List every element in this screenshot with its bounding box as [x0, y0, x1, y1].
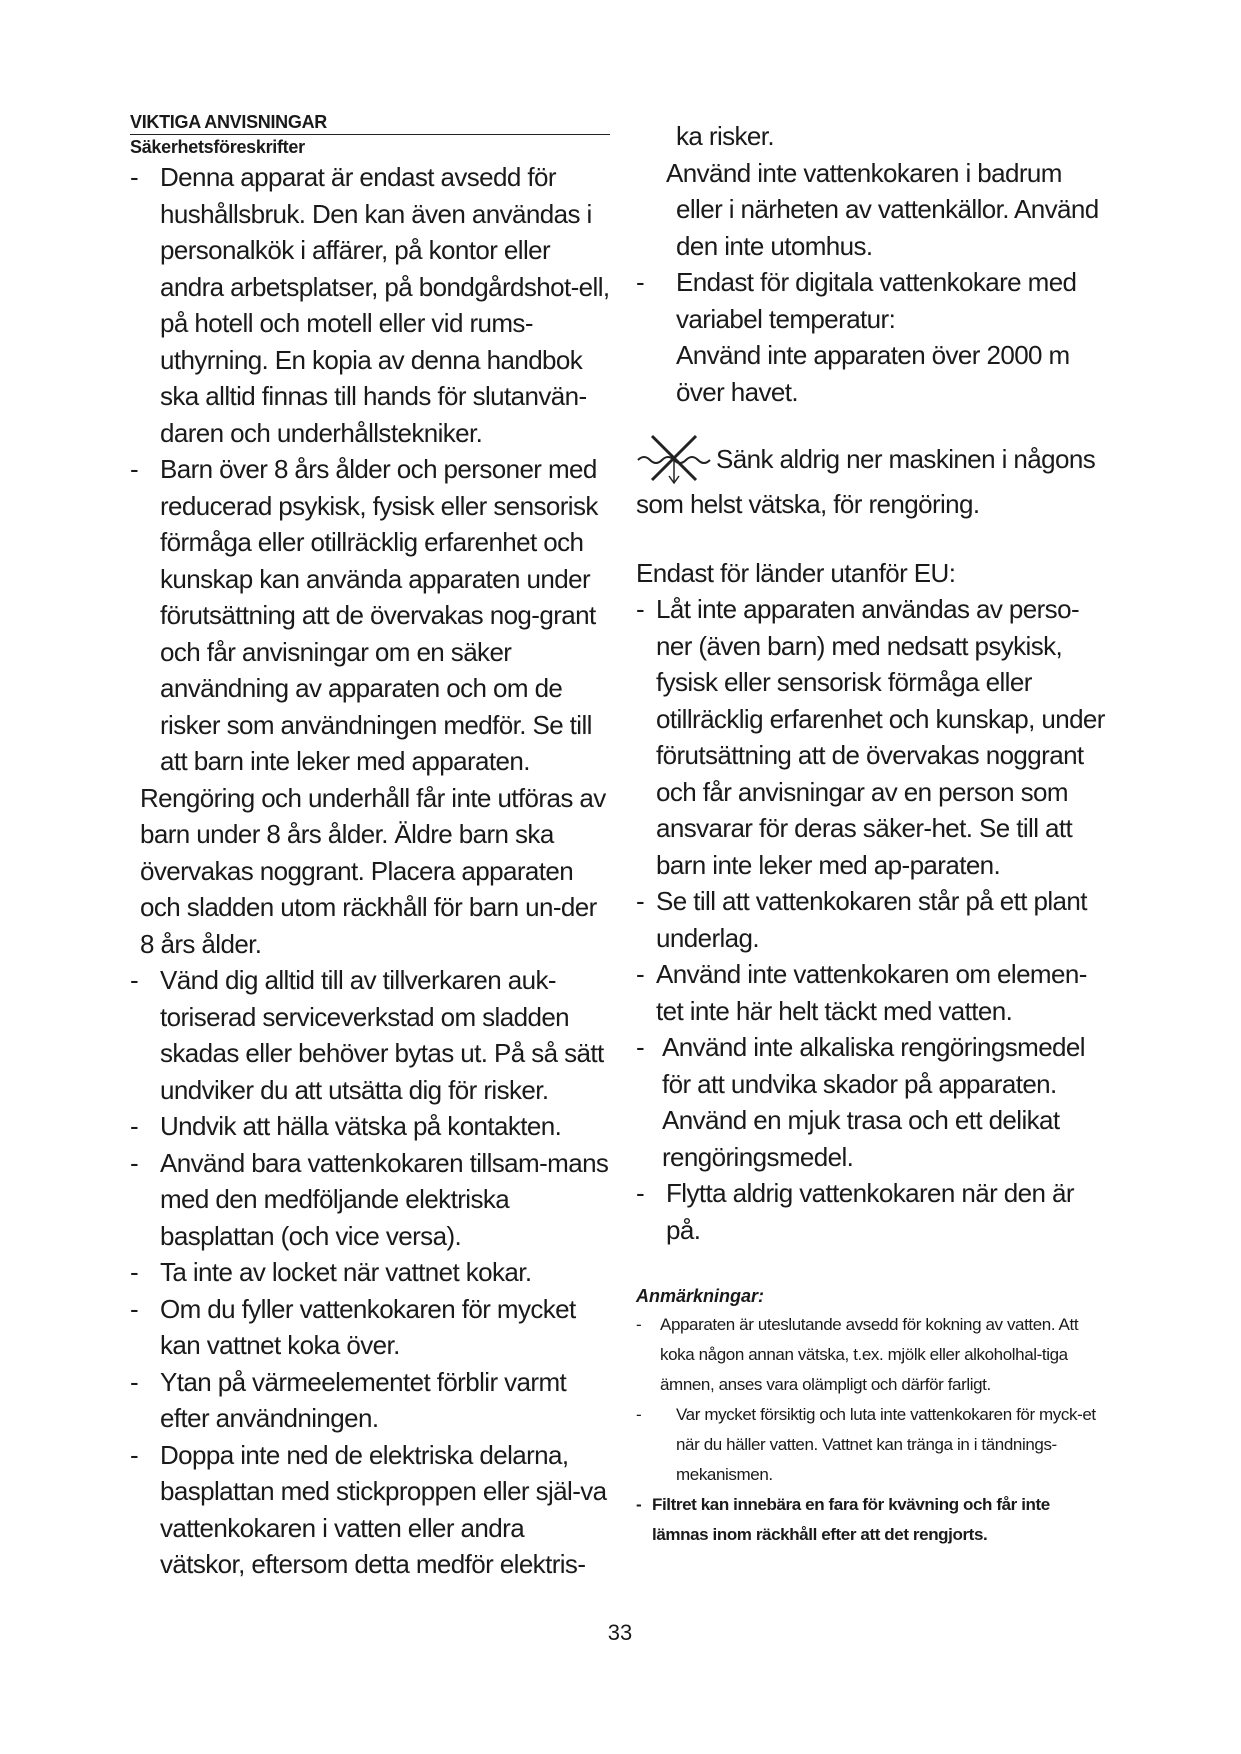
immersion-warning: Sänk aldrig ner maskinen i någons som helst vätska, för rengöring.	[636, 430, 1106, 523]
list-item: - Ta inte av locket när vattnet kokar.	[130, 1257, 532, 1287]
list-item: - Barn över 8 års ålder och personer med reducerad psykisk, fysisk eller sensorisk förmåga eller otillräcklig erfarenhet och kunskap kan använda apparaten under förutsättning att de övervakas nog-grant och får anvisningar om en säker användning av apparaten och om de risker som användningen medför. Se till att barn inte leker med apparaten.	[130, 454, 598, 776]
list-item: - Låt inte apparaten användas av perso-ner (även barn) med nedsatt psykisk, fysisk eller sensorisk förmåga eller otillräcklig erfarenhet och kunskap, under förutsättning att de övervakas noggrant och får anvisningar av en person som ansvarar för deras säker-het. Se till att barn inte leker med ap-paraten.	[636, 594, 1105, 880]
bathroom-warning: Använd inte vattenkokaren i badrum eller i närheten av vattenkällor. Använd den inte utomhus.	[666, 157, 1099, 261]
left-column	[130, 110, 610, 1583]
section-subheading: Säkerhetsföreskrifter	[130, 137, 305, 157]
list-item: - Vänd dig alltid till av tillverkaren auk-toriserad serviceverkstad om sladden skadas eller behöver bytas ut. På så sätt undviker du att utsätta dig för risker.	[130, 965, 604, 1105]
notes-heading: Anmärkningar:	[636, 1286, 765, 1306]
list-item: Rengöring och underhåll får inte utföras av barn under 8 års ålder. Äldre barn ska övervakas noggrant. Placera apparaten och sladden utom räckhåll för barn un-der 8 års ålder.	[140, 782, 606, 959]
altitude-warning: Använd inte apparaten över 2000 m över havet.	[676, 340, 1070, 407]
page-number: 33	[607, 1620, 633, 1645]
continuation-text: ka risker.	[676, 121, 775, 151]
note-item: - Apparaten är uteslutande avsedd för kokning av vatten. Att koka någon annan vätska, t.ex. mjölk eller alkoholhal-tiga ämnen, anses vara olämpligt och därför farligt.	[636, 1315, 1079, 1394]
list-item: - Om du fyller vattenkokaren för mycket kan vattnet koka över.	[130, 1293, 576, 1360]
list-item: - Använd bara vattenkokaren tillsam-mans med den medföljande elektriska basplattan (och vice versa).	[130, 1147, 609, 1251]
list-item: - Använd inte alkaliska rengöringsmedel för att undvika skador på apparaten. Använd en mjuk trasa och ett delikat rengöringsmedel.	[636, 1032, 1085, 1172]
note-item: - Var mycket försiktig och luta inte vattenkokaren för myck-et när du häller vatten. Vattnet kan tränga in i tändnings-mekanismen.	[636, 1405, 1096, 1484]
list-item: - Ytan på värmeelementet förblir varmt efter användningen.	[130, 1366, 567, 1433]
section-heading: VIKTIGA ANVISNINGAR	[130, 110, 610, 135]
list-item: - Använd inte vattenkokaren om elemen-tet inte här helt täckt med vatten.	[636, 959, 1087, 1026]
list-item: - Endast för digitala vattenkokare med variabel temperatur:	[636, 267, 1077, 334]
list-item: - Undvik att hälla vätska på kontakten.	[130, 1111, 562, 1141]
filter-warning: - Filtret kan innebära en fara för kvävning och får inte lämnas inom räckhåll efter att det rengjorts.	[636, 1495, 1050, 1544]
list-item: - Se till att vattenkokaren står på ett plant underlag.	[636, 886, 1087, 953]
no-immersion-icon	[636, 430, 714, 486]
list-item: - Denna apparat är endast avsedd för hushållsbruk. Den kan även användas i personalkök i affärer, på kontor eller andra arbetsplatser, på bondgårdshot-ell, på hotell och motell eller vid rums-uthyrning. En kopia av denna handbok ska alltid finnas till hands för slutanvän-daren och underhållstekniker.	[130, 162, 610, 448]
non-eu-heading: Endast för länder utanför EU:	[636, 557, 956, 588]
right-column	[636, 118, 1106, 1550]
list-item: - Doppa inte ned de elektriska delarna, basplattan med stickproppen eller själ-va vattenkokaren i vatten eller andra vätskor, eftersom detta medför elektris-	[130, 1439, 607, 1579]
list-item: - Flytta aldrig vattenkokaren när den är på.	[636, 1178, 1074, 1245]
